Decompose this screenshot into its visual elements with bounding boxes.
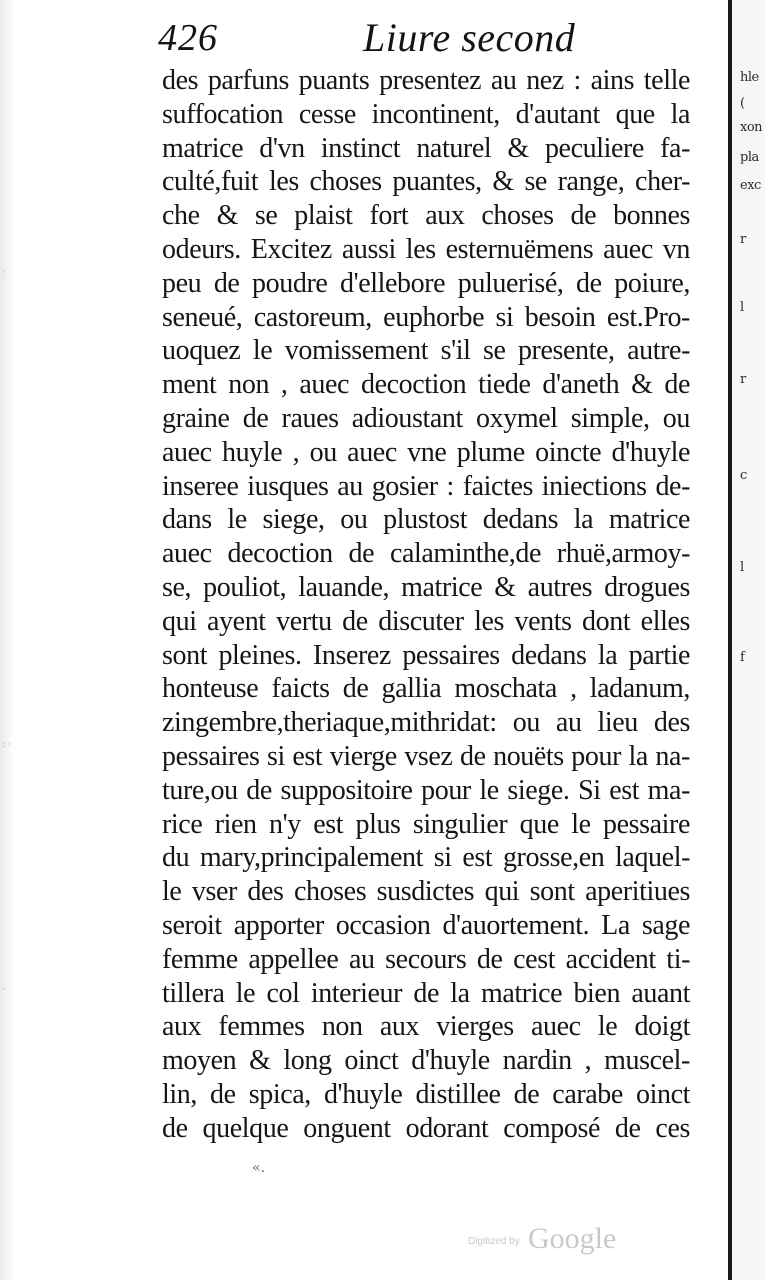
text-line: seroit apporter occasion d'auortement. La sage <box>162 909 690 941</box>
text-line: le vser des choses susdictes qui sont aperitiues <box>162 876 690 908</box>
text-line: matrice d'vn instinct naturel & peculiere fa- <box>162 132 690 164</box>
text-line: che & se plaist fort aux choses de bonnes <box>162 200 690 232</box>
text-line: honteuse faicts de gallia moschata , ladanum, <box>162 673 690 705</box>
watermark-prefix: Digitized by <box>468 1236 520 1247</box>
text-line: lin, de spica, d'huyle distillee de carabe oinct <box>162 1078 690 1110</box>
text-line: graine de raues adioustant oxymel simple, ou <box>162 402 690 434</box>
text-line: sont pleines. Inserez pessaires dedans la partie <box>162 639 690 671</box>
text-line: uoquez le vomissement s'il se presente, autre- <box>162 335 690 367</box>
facing-page-fragment: exc <box>740 178 761 193</box>
page-number: 426 <box>158 17 218 59</box>
margin-speck: · <box>2 985 5 995</box>
text-line: tillera le col interieur de la matrice bien auant <box>162 977 690 1009</box>
text-line: odeurs. Excitez aussi les esternuëmens auec vn <box>162 233 690 265</box>
page-left-edge-shadow <box>0 0 14 1280</box>
text-line: auec decoction de calaminthe,de rhuë,armoy- <box>162 538 690 570</box>
text-line: qui ayent vertu de discuter les vents dont elles <box>162 605 690 637</box>
body-text <box>162 64 690 1146</box>
text-line: de quelque onguent odorant composé de ces <box>162 1112 690 1144</box>
text-line: pessaires si est vierge vsez de nouëts pour la na- <box>162 740 690 772</box>
facing-page-fragment: l <box>740 300 744 315</box>
text-line: moyen & long oinct d'huyle nardin , muscel- <box>162 1045 690 1077</box>
google-watermark <box>468 1222 628 1256</box>
text-line: suffocation cesse incontinent, d'autant que la <box>162 98 690 130</box>
text-line: ture,ou de suppositoire pour le siege. Si est ma- <box>162 774 690 806</box>
margin-speck: : · <box>2 740 11 750</box>
facing-page-fragment: f <box>740 650 745 665</box>
facing-page-fragment: pla <box>740 150 759 165</box>
text-line: des parfuns puants presentez au nez : ains telle <box>162 65 690 96</box>
text-line: zingembre,theriaque,mithridat: ou au lieu des <box>162 707 690 739</box>
facing-page-fragment: hle <box>740 70 759 85</box>
facing-page-fragment: l <box>740 560 744 575</box>
facing-page-fragment: r <box>740 372 746 387</box>
running-title: Liure second <box>363 15 576 60</box>
text-line: femme appellee au secours de cest accident ti- <box>162 943 690 975</box>
text-line: dans le siege, ou plustost dedans la matrice <box>162 504 690 536</box>
margin-speck: · <box>2 268 5 278</box>
text-line: se, pouliot, lauande, matrice & autres drogues <box>162 571 690 603</box>
facing-page-fragment: r <box>740 232 746 247</box>
text-line: seneué, castoreum, euphorbe si besoin est.Pro- <box>162 301 690 333</box>
stray-ink-mark: «. <box>252 1160 266 1176</box>
facing-page-fragment: xon <box>740 120 763 135</box>
page-header <box>158 14 718 62</box>
text-line: ment non , auec decoction tiede d'aneth & de <box>162 369 690 401</box>
text-line: aux femmes non aux vierges auec le doigt <box>162 1011 690 1043</box>
text-line: du mary,principalement si est grosse,en laquel- <box>162 842 690 874</box>
text-line: auec huyle , ou auec vne plume oincte d'huyle <box>162 436 690 468</box>
facing-page-edge <box>732 0 765 1280</box>
facing-page-fragment: ( <box>740 96 745 111</box>
facing-page-fragment: c <box>740 468 747 483</box>
text-line: rice rien n'y est plus singulier que le pessaire <box>162 808 690 840</box>
text-line: culté,fuit les choses puantes, & se range, cher- <box>162 166 690 198</box>
watermark-brand: Google <box>528 1222 617 1255</box>
text-line: peu de poudre d'ellebore puluerisé, de poiure, <box>162 267 690 299</box>
text-line: inseree iusques au gosier : faictes iniections de- <box>162 470 690 502</box>
